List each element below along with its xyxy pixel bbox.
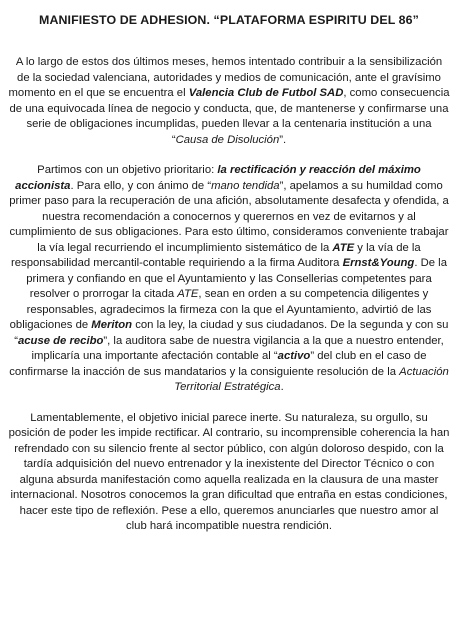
text-run: , sean en orden a su competencia diligentes y responsables, agradecimos la firmeza con la que el Ayuntamiento, advirtió de las obligaciones de [9, 288, 432, 331]
text-run: ”, apelamos a su humildad como primer paso para la recuperación de una afición, absolutamente desafecta y ofendida, a nuestra recomendación a conocernos y querernos en vez de evitarnos y al cumplimiento de sus obligaciones. Para esto último, consideramos conveniente trabajar la vía legal recurriendo el incumplimiento sistemático de la [9, 179, 449, 254]
ate-term: ATE [332, 241, 355, 254]
causa-disolucion: Causa de Disolución [175, 133, 280, 146]
text-run: ”. [279, 133, 287, 146]
text-run: , como consecuencia de una equivocada línea de negocio y conducta, que, de mantenerse y confirmarse una serie de obligaciones incumplidas, pueden llevar a la centenaria institución a una “ [9, 87, 450, 146]
document-title: MANIFIESTO DE ADHESION. “PLATAFORMA ESPIRITU DEL 86” [39, 13, 419, 27]
text-run: ”, la auditora sabe de nuestra vigilancia a la que a nuestro entender, implicaría una importante afectación contable al “ [31, 334, 444, 362]
text-run: y la vía de la responsabilidad mercantil-contable requiriendo a la firma Auditora [11, 241, 421, 269]
objective-emphasis: la rectificación y reacción del máximo accionista [15, 164, 421, 192]
paragraph-objective [8, 163, 450, 396]
text-run: A lo largo de estos dos últimos meses, hemos intentado contribuir a la sensibilización de la sociedad valenciana, autoridades y medios de comunicación, ante el gravísimo momento en el que se encuentra el [8, 56, 443, 99]
text-run: ” del club en el caso de confirmarse la inacción de sus mandatarios y la consiguiente resolución de la [9, 350, 427, 378]
text-run: . Para ello, y con ánimo de “ [70, 179, 212, 192]
activo-term: activo [277, 350, 311, 362]
auditor-name: Ernst&Young [342, 257, 415, 269]
acuse-recibo: acuse de recibo [17, 334, 104, 347]
text-run: . [280, 381, 284, 393]
text-run: con la ley, la ciudad y sus ciudadanos. De la segunda y con su “ [14, 319, 449, 347]
paragraph-conclusion: Lamentablemente, el objetivo inicial parece inerte. Su naturaleza, su orgullo, su posición de poder les impide rectificar. Al contrario, su incomprensible coherencia la han refrendado con su silencio frente al sector público, con algún doloroso despido, con la tardía adquisición del nuevo entrenador y la inexistente del Director Técnico o con alguna absurda manifestación como aquella realizada en la clausura de una master internacional. Nosotros conocemos la gran dificultad que entraña en estas condiciones, hacer este tipo de reflexión. Pese a ello, queremos anunciarles que nuestro amor al club hará incompatible nuestra rendición. [8, 411, 450, 532]
text-run: Partimos con un objetivo prioritario: [37, 164, 218, 176]
actuacion-territorial: Actuación Territorial Estratégica [174, 365, 449, 393]
mano-tendida: mano tendida [211, 179, 280, 192]
ate-term: ATE [177, 288, 199, 300]
paragraph-intro [8, 55, 450, 148]
text-run: . De la primera y confiando en que el Ayuntamiento y las Consellerias competentes para resolver o prorrogar la citada [26, 257, 447, 300]
meriton-name: Meriton [91, 319, 133, 331]
club-name: Valencia Club de Futbol SAD [188, 87, 344, 99]
